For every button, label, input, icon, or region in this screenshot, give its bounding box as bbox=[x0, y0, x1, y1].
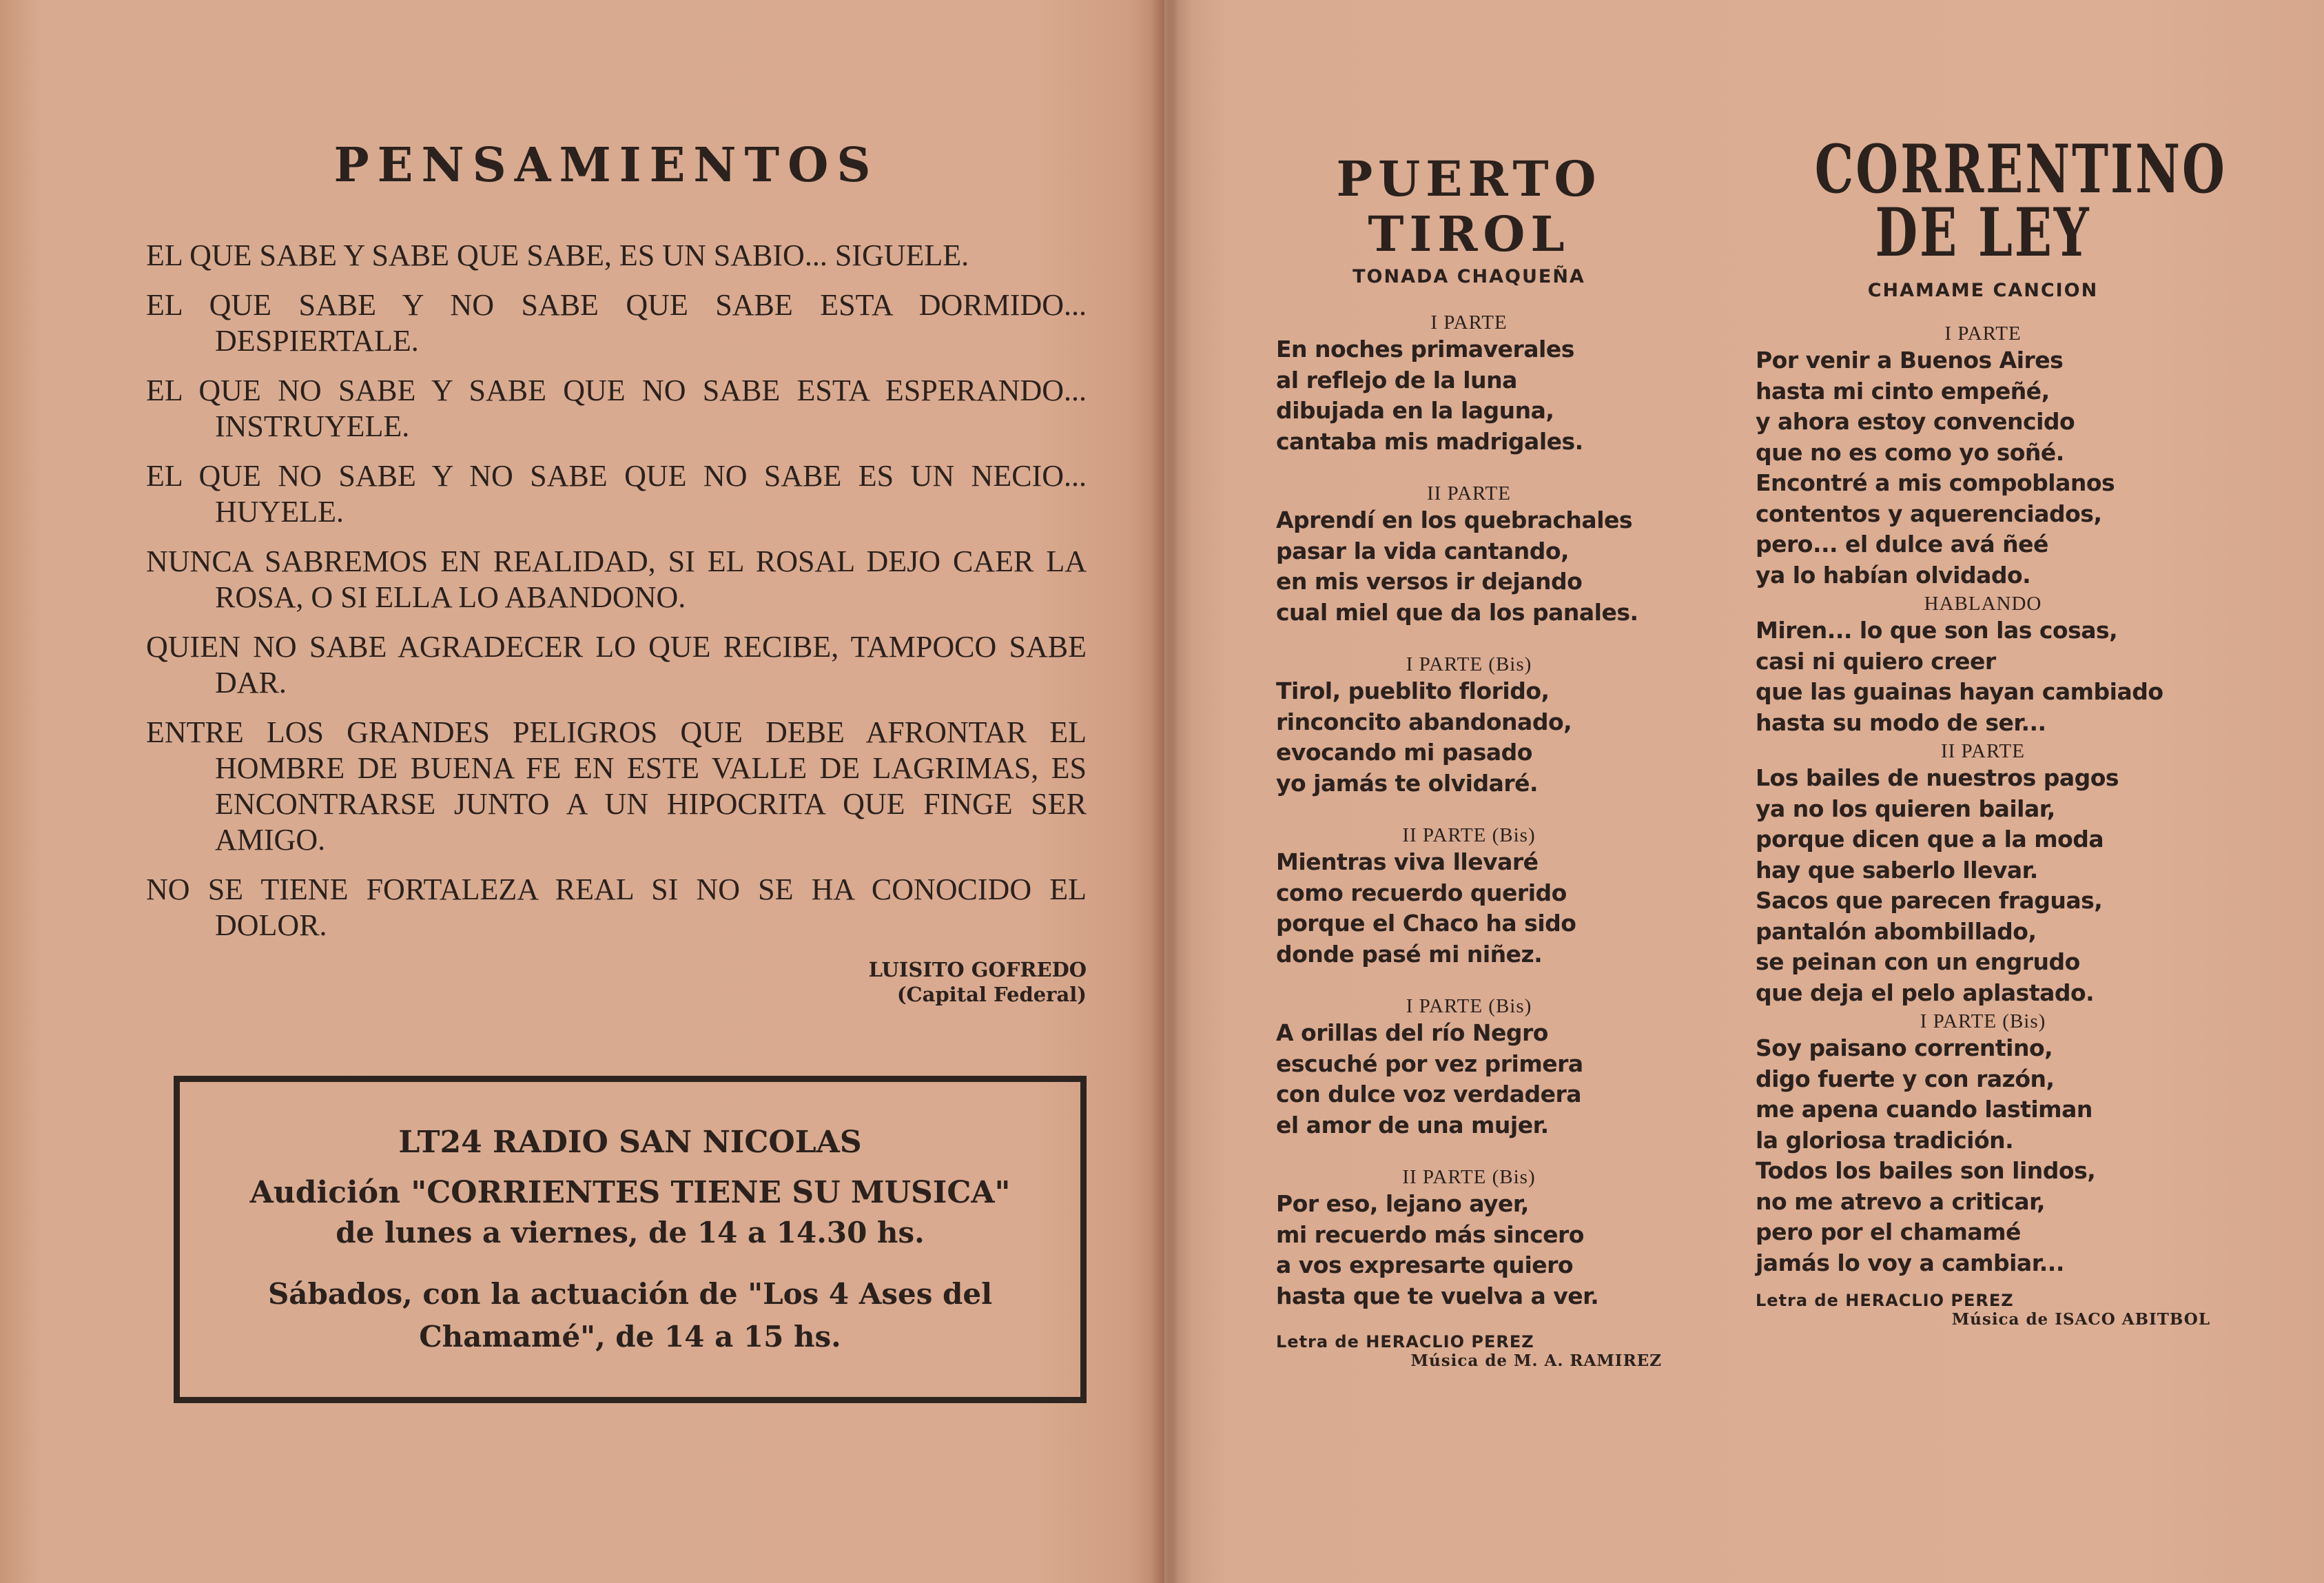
lyric-line: que las guainas hayan cambiado bbox=[1756, 678, 2163, 705]
lyric-line: Todos los bailes son lindos, bbox=[1756, 1157, 2096, 1184]
lyric-line: cantaba mis madrigales. bbox=[1276, 427, 1583, 455]
radio-ad-box bbox=[174, 1076, 1087, 1403]
lyric-line: con dulce voz verdadera bbox=[1276, 1081, 1582, 1107]
author-name: LUISITO GOFREDO bbox=[868, 958, 1087, 981]
lyric-line: no me atrevo a criticar, bbox=[1756, 1187, 2046, 1215]
lyric-line: el amor de una mujer. bbox=[1276, 1111, 1549, 1138]
song-puerto-tirol bbox=[1276, 152, 1662, 1370]
lyric-line: al reflejo de la luna bbox=[1276, 366, 1517, 394]
lyric-line: cual miel que da los panales. bbox=[1276, 598, 1638, 626]
lyric-line: contentos y aquerenciados, bbox=[1756, 500, 2102, 527]
song-correntino-de-ley bbox=[1756, 130, 2227, 1329]
lyric-line: Mientras viva llevaré bbox=[1276, 848, 1539, 875]
lyric-line: Encontré a mis compoblanos bbox=[1756, 469, 2115, 496]
lyric-line: y ahora estoy convencido bbox=[1756, 408, 2075, 435]
thought-item: EL QUE SABE Y SABE QUE SABE, ES UN SABIO... SIGUELE. bbox=[146, 238, 969, 272]
lyric-line: dibujada en la laguna, bbox=[1276, 397, 1554, 424]
lyric-line: Por venir a Buenos Aires bbox=[1756, 347, 2064, 374]
lyric-line: porque el Chaco ha sido bbox=[1276, 910, 1576, 937]
lyric-line: Por eso, lejano ayer, bbox=[1276, 1190, 1529, 1217]
song-title-line: TIROL bbox=[1368, 205, 1570, 263]
lyric-line: Los bailes de nuestros pagos bbox=[1756, 764, 2119, 791]
section-heading: I PARTE (Bis) bbox=[1920, 1010, 2046, 1032]
ad-saturday: Sábados, con la actuación de "Los 4 Ases del Chamamé", de 14 a 15 hs. bbox=[267, 1277, 993, 1354]
lyric-line: hay que saberlo llevar. bbox=[1756, 856, 2038, 884]
lyric-line: evocando mi pasado bbox=[1276, 739, 1532, 766]
song-title-block bbox=[1756, 130, 2227, 272]
song-title-line: CORRENTINO bbox=[1814, 130, 2227, 208]
song-section bbox=[1276, 1165, 1662, 1311]
lyric-line: Soy paisano correntino, bbox=[1756, 1034, 2053, 1061]
song-section bbox=[1276, 482, 1662, 628]
lyric-line: que no es como yo soñé. bbox=[1756, 438, 2064, 466]
song-subtitle: CHAMAME CANCION bbox=[1867, 280, 2099, 301]
lyric-line: yo jamás te olvidaré. bbox=[1276, 769, 1539, 797]
lyrics-credit: Letra de HERACLIO PEREZ bbox=[1756, 1291, 2014, 1310]
lyric-line: la gloriosa tradición. bbox=[1756, 1126, 2014, 1154]
lyric-line: casi ni quiero creer bbox=[1756, 647, 1996, 675]
section-heading: I PARTE (Bis) bbox=[1406, 995, 1532, 1017]
thoughts-list bbox=[146, 238, 1087, 943]
thought-item: NO SE TIENE FORTALEZA REAL SI NO SE HA CONOCIDO EL DOLOR. bbox=[146, 872, 1087, 942]
lyric-line: pero por el chamamé bbox=[1756, 1218, 2021, 1245]
lyric-line: que deja el pelo aplastado. bbox=[1756, 979, 2095, 1006]
lyric-line: en mis versos ir dejando bbox=[1276, 568, 1583, 595]
ad-program: Audición "CORRIENTES TIENE SU MUSICA" bbox=[249, 1175, 1011, 1210]
section-heading: II PARTE bbox=[1426, 482, 1511, 504]
pensamientos-title: PENSAMIENTOS bbox=[333, 138, 879, 193]
section-heading: I PARTE bbox=[1430, 312, 1508, 334]
lyric-line: Sacos que parecen fraguas, bbox=[1756, 887, 2103, 914]
song-section bbox=[1756, 322, 2210, 591]
song-subtitle: TONADA CHAQUEÑA bbox=[1353, 266, 1585, 287]
lyric-line: rinconcito abandonado, bbox=[1276, 708, 1572, 735]
section-heading: I PARTE bbox=[1944, 323, 2022, 345]
lyric-line: mi recuerdo más sincero bbox=[1276, 1221, 1584, 1248]
thought-item: NUNCA SABREMOS EN REALIDAD, SI EL ROSAL DEJO CAER LA ROSA, O SI ELLA LO ABANDONO. bbox=[146, 544, 1087, 614]
thoughts-signature bbox=[146, 957, 1087, 1007]
lyric-line: ya no los quieren bailar, bbox=[1756, 795, 2055, 822]
lyric-line: ya lo habían olvidado. bbox=[1756, 561, 2031, 589]
ad-station: LT24 RADIO SAN NICOLAS bbox=[398, 1125, 862, 1160]
lyric-line: hasta que te vuelva a ver. bbox=[1276, 1282, 1599, 1309]
thought-item: EL QUE SABE Y NO SABE QUE SABE ESTA DORMIDO... DESPIERTALE. bbox=[146, 288, 1087, 358]
lyric-line: Tirol, pueblito florido, bbox=[1276, 677, 1550, 704]
music-credit: Música de ISACO ABITBOL bbox=[1951, 1310, 2210, 1329]
song-title-block bbox=[1276, 152, 1662, 262]
lyric-line: hasta mi cinto empeñé, bbox=[1756, 377, 2050, 405]
music-credit: Música de M. A. RAMIREZ bbox=[1410, 1351, 1662, 1370]
lyric-line: como recuerdo querido bbox=[1276, 879, 1567, 906]
song-title-line: PUERTO bbox=[1336, 150, 1602, 207]
thought-item: ENTRE LOS GRANDES PELIGROS QUE DEBE AFRONTAR EL HOMBRE DE BUENA FE EN ESTE VALLE DE LAGRIMAS, ES ENCONTRARSE JUNTO A UN HIPOCRITA QUE FINGE SER AMIGO. bbox=[146, 715, 1087, 857]
lyric-line: se peinan con un engrudo bbox=[1756, 948, 2080, 975]
section-heading: HABLANDO bbox=[1924, 593, 2042, 615]
lyric-line: me apena cuando lastiman bbox=[1756, 1096, 2092, 1123]
lyric-line: jamás lo voy a cambiar... bbox=[1756, 1249, 2064, 1276]
lyric-line: hasta su modo de ser... bbox=[1756, 708, 2046, 736]
section-heading: II PARTE (Bis) bbox=[1402, 824, 1536, 846]
author-place: (Capital Federal) bbox=[896, 983, 1087, 1006]
left-page-content bbox=[146, 238, 1087, 1403]
lyric-line: digo fuerte y con razón, bbox=[1756, 1065, 2055, 1092]
lyric-line: donde pasé mi niñez. bbox=[1276, 940, 1543, 968]
section-heading: II PARTE bbox=[1940, 740, 2025, 762]
lyric-line: pantalón abombillado, bbox=[1756, 917, 2037, 945]
lyric-line: pasar la vida cantando, bbox=[1276, 537, 1570, 564]
song-section bbox=[1756, 1010, 2210, 1278]
lyric-line: Aprendí en los quebrachales bbox=[1276, 507, 1633, 533]
song-section bbox=[1276, 994, 1662, 1141]
song-section bbox=[1756, 739, 2210, 1008]
lyric-line: a vos expresarte quiero bbox=[1276, 1252, 1574, 1278]
thought-item: EL QUE NO SABE Y NO SABE QUE NO SABE ES UN NECIO... HUYELE. bbox=[146, 459, 1087, 529]
ad-schedule: de lunes a viernes, de 14 a 14.30 hs. bbox=[336, 1216, 925, 1249]
song-section bbox=[1276, 653, 1662, 799]
thought-item: QUIEN NO SABE AGRADECER LO QUE RECIBE, TAMPOCO SABE DAR. bbox=[146, 630, 1087, 699]
lyric-line: pero... el dulce avá ñeé bbox=[1756, 531, 2048, 558]
section-heading: II PARTE (Bis) bbox=[1402, 1166, 1536, 1188]
lyric-line: A orillas del río Negro bbox=[1276, 1019, 1548, 1046]
lyric-line: escuché por vez primera bbox=[1276, 1050, 1583, 1077]
lyrics-credit: Letra de HERACLIO PEREZ bbox=[1276, 1332, 1534, 1351]
song-title-line: DE LEY bbox=[1875, 194, 2091, 272]
lyric-line: Miren... lo que son las cosas, bbox=[1756, 617, 2118, 644]
lyric-line: En noches primaverales bbox=[1276, 336, 1574, 362]
song-section bbox=[1276, 824, 1662, 970]
song-section bbox=[1756, 592, 2210, 738]
lyric-line: porque dicen que a la moda bbox=[1756, 826, 2104, 852]
book-spine bbox=[1151, 0, 1192, 1583]
thought-item: EL QUE NO SABE Y SABE QUE NO SABE ESTA ESPERANDO... INSTRUYELE. bbox=[146, 374, 1087, 443]
section-heading: I PARTE (Bis) bbox=[1406, 653, 1532, 675]
song-section bbox=[1276, 311, 1662, 457]
